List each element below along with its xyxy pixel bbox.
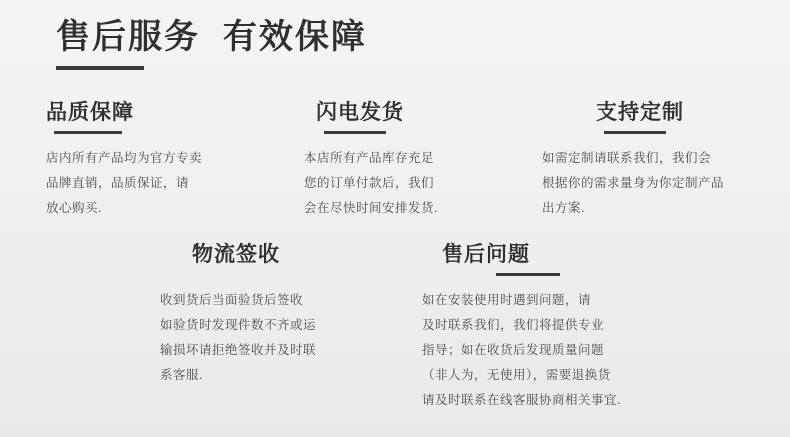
- section-customization: [530, 96, 760, 221]
- body-line: （非人为，无使用），需要退换货: [422, 368, 611, 382]
- section-after-sales-issues: [400, 238, 670, 413]
- section-shipping-rule: [324, 131, 386, 134]
- body-line: 指导；如在收货后发现质量问题: [422, 343, 605, 357]
- section-quality-title: 品质保障: [46, 101, 134, 124]
- body-line: 如需定制请联系我们，我们会: [542, 151, 712, 165]
- section-quality: [46, 96, 256, 221]
- body-line: 您的订单付款后，我们: [304, 176, 435, 190]
- section-shipping: [290, 96, 500, 221]
- section-logistics-body: [140, 288, 380, 388]
- body-line: 收到货后当面验货后签收: [160, 293, 304, 307]
- section-customization-title: 支持定制: [596, 101, 684, 124]
- section-after-sales-issues-title: 售后问题: [442, 243, 530, 266]
- body-line: 本店所有产品库存充足: [304, 151, 435, 165]
- body-line: 根据你的需求量身为你定制产品: [542, 176, 725, 190]
- body-line: 放心购买.: [46, 201, 102, 215]
- section-shipping-body: [290, 146, 500, 221]
- section-quality-rule: [54, 131, 122, 134]
- body-line: 如验货时发现件数不齐或运: [160, 318, 317, 332]
- page-title: [56, 14, 367, 70]
- section-after-sales-issues-body: [400, 288, 670, 413]
- body-line: 系客服.: [160, 368, 203, 382]
- section-customization-rule: [604, 131, 666, 134]
- page-title-underline: [56, 66, 144, 70]
- section-shipping-title: 闪电发货: [316, 101, 404, 124]
- section-logistics: [140, 238, 380, 388]
- section-quality-body: [46, 146, 256, 221]
- body-line: 会在尽快时间安排发货.: [304, 201, 438, 215]
- body-line: 及时联系我们，我们将提供专业: [422, 318, 605, 332]
- body-line: 店内所有产品均为官方专卖: [46, 151, 203, 165]
- body-line: 请及时联系在线客服协商相关事宜.: [422, 393, 621, 407]
- section-customization-body: [530, 146, 760, 221]
- page-title-text: 售后服务 有效保障: [56, 18, 367, 56]
- section-logistics-title: 物流签收: [192, 243, 280, 266]
- body-line: 品牌直销，品质保证，请: [46, 176, 190, 190]
- body-line: 如在安装使用时遇到问题，请: [422, 293, 592, 307]
- body-line: 出方案.: [542, 201, 585, 215]
- body-line: 输损坏请拒绝签收并及时联: [160, 343, 317, 357]
- section-after-sales-issues-rule: [496, 273, 560, 276]
